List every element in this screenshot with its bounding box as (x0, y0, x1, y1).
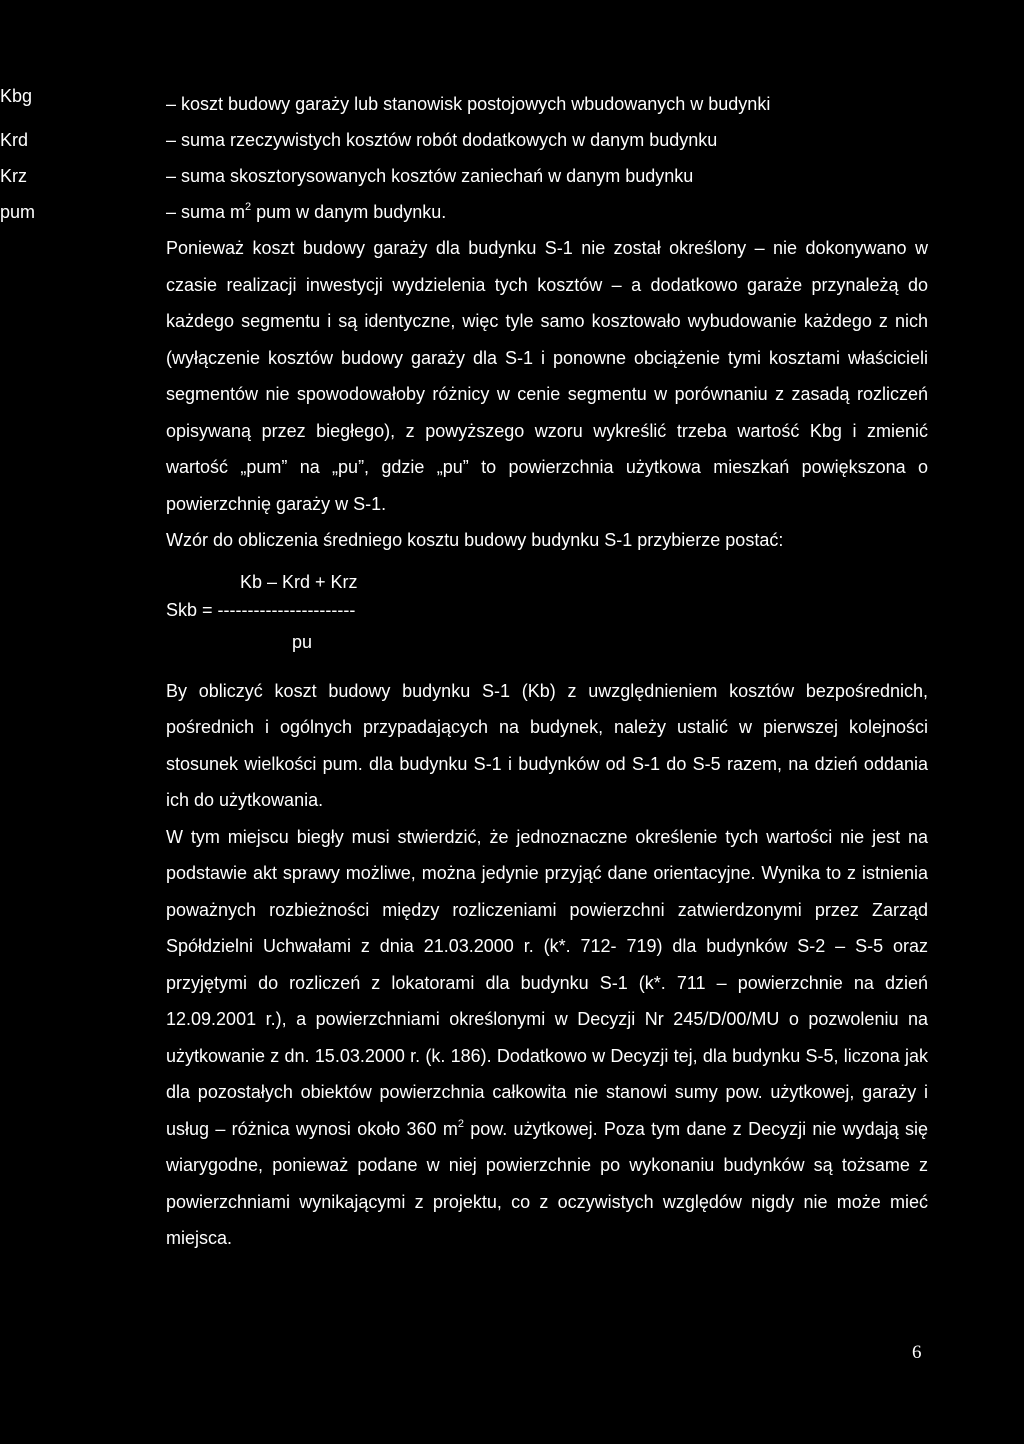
document-page (0, 86, 928, 1257)
superscript: 2 (245, 201, 252, 213)
formula (166, 563, 928, 673)
paragraph-4 (166, 819, 928, 1257)
definitions-list (0, 86, 928, 230)
definition-text (166, 194, 928, 230)
definition-text: – suma skosztorysowanych kosztów zaniechań w danym budynku (166, 166, 694, 186)
definition-term: pum (0, 202, 36, 222)
formula-denominator: pu (292, 631, 313, 652)
paragraph-1: Ponieważ koszt budowy garaży dla budynku S-1 nie został określony – nie dokonywano w czasie realizacji inwestycji wydzielenia tych kosztów – a dodatkowo garaże przynależą do każdego segmentu i są identyczne, więc tyle samo kosztowało wybudowanie każdego z nich (wyłączenie kosztów budowy garaży dla S-1 i ponowne obciążenie tymi kosztami właścicieli segmentów nie spowodowałoby różnicy w cenie segmentu w porównaniu z zasadą rozliczeń opisywaną przez biegłego), z powyższego wzoru wykreślić trzeba wartość Kbg i zmienić wartość „pum” na „pu”, gdzie „pu” to powierzchnia użytkowa mieszkań powiększona o powierzchnię garaży w S-1. (166, 238, 928, 514)
paragraph-2: Wzór do obliczenia średniego kosztu budowy budynku S-1 przybierze postać: (166, 530, 784, 550)
definition-krd (0, 122, 928, 158)
paragraph-3: By obliczyć koszt budowy budynku S-1 (Kb) z uwzględnieniem kosztów bezpośrednich, pośrednich i ogólnych przypadających na budynek, należy ustalić w pierwszej kolejności stosunek wielkości pum. dla budynku S-1 i budynków od S-1 do S-5 razem, na dzień oddania ich do użytkowania. (166, 680, 928, 810)
paragraph-4-part: W tym miejscu biegły musi stwierdzić, że jednoznaczne określenie tych wartości nie jest na podstawie akt sprawy możliwe, można jedynie przyjąć dane orientacyjne. Wynika to z istnienia poważnych rozbieżności między rozliczeniami powierzchni zatwierdzonymi przez Zarząd Spółdzielni Uchwałami z dnia 21.03.2000 r. (k*. 712- 719) dla budynków S-2 – S-5 oraz przyjętymi do rozliczeń z lokatorami dla budynku S-1 (k*. 711 – powierzchnie na dzień 12.09.2001 r.), a powierzchniami określonymi w Decyzji Nr 245/D/00/MU o pozwoleniu na użytkowanie z dn. 15.03.2000 r. (k. 186). Dodatkowo w Decyzji tej, dla budynku S-5, liczona jak dla pozostałych obiektów powierzchnia całkowita nie stanowi sumy pow. użytkowej, garaży i usług – różnica wynosi około 360 m (166, 826, 928, 1139)
paragraph-4-part: pow. użytkowej. Poza tym dane z Decyzji nie wydają się wiarygodne, ponieważ podane w niej powierzchnie po wykonaniu budynków są tożsame z powierzchniami wynikającymi z projektu, co z oczywistych względów nigdy nie może mieć miejsca. (166, 1118, 928, 1248)
definition-term: Krd (0, 130, 29, 150)
definition-text: – suma rzeczywistych kosztów robót dodatkowych w danym budynku (166, 130, 718, 150)
definition-krz (0, 158, 928, 194)
definition-text: – koszt budowy garaży lub stanowisk postojowych wbudowanych w budynki (166, 94, 771, 114)
definition-term: Kbg (0, 86, 33, 106)
formula-line: Skb = ----------------------- (166, 599, 356, 620)
page-number: 6 (912, 1342, 922, 1363)
superscript: 2 (457, 1117, 464, 1130)
definition-term: Krz (0, 166, 27, 186)
definition-kbg (0, 86, 928, 122)
formula-numerator: Kb – Krd + Krz (240, 571, 358, 592)
definition-text-part: pum w danym budynku. (251, 202, 447, 222)
definition-text-part: – suma m (166, 202, 246, 222)
definition-pum (0, 194, 928, 230)
